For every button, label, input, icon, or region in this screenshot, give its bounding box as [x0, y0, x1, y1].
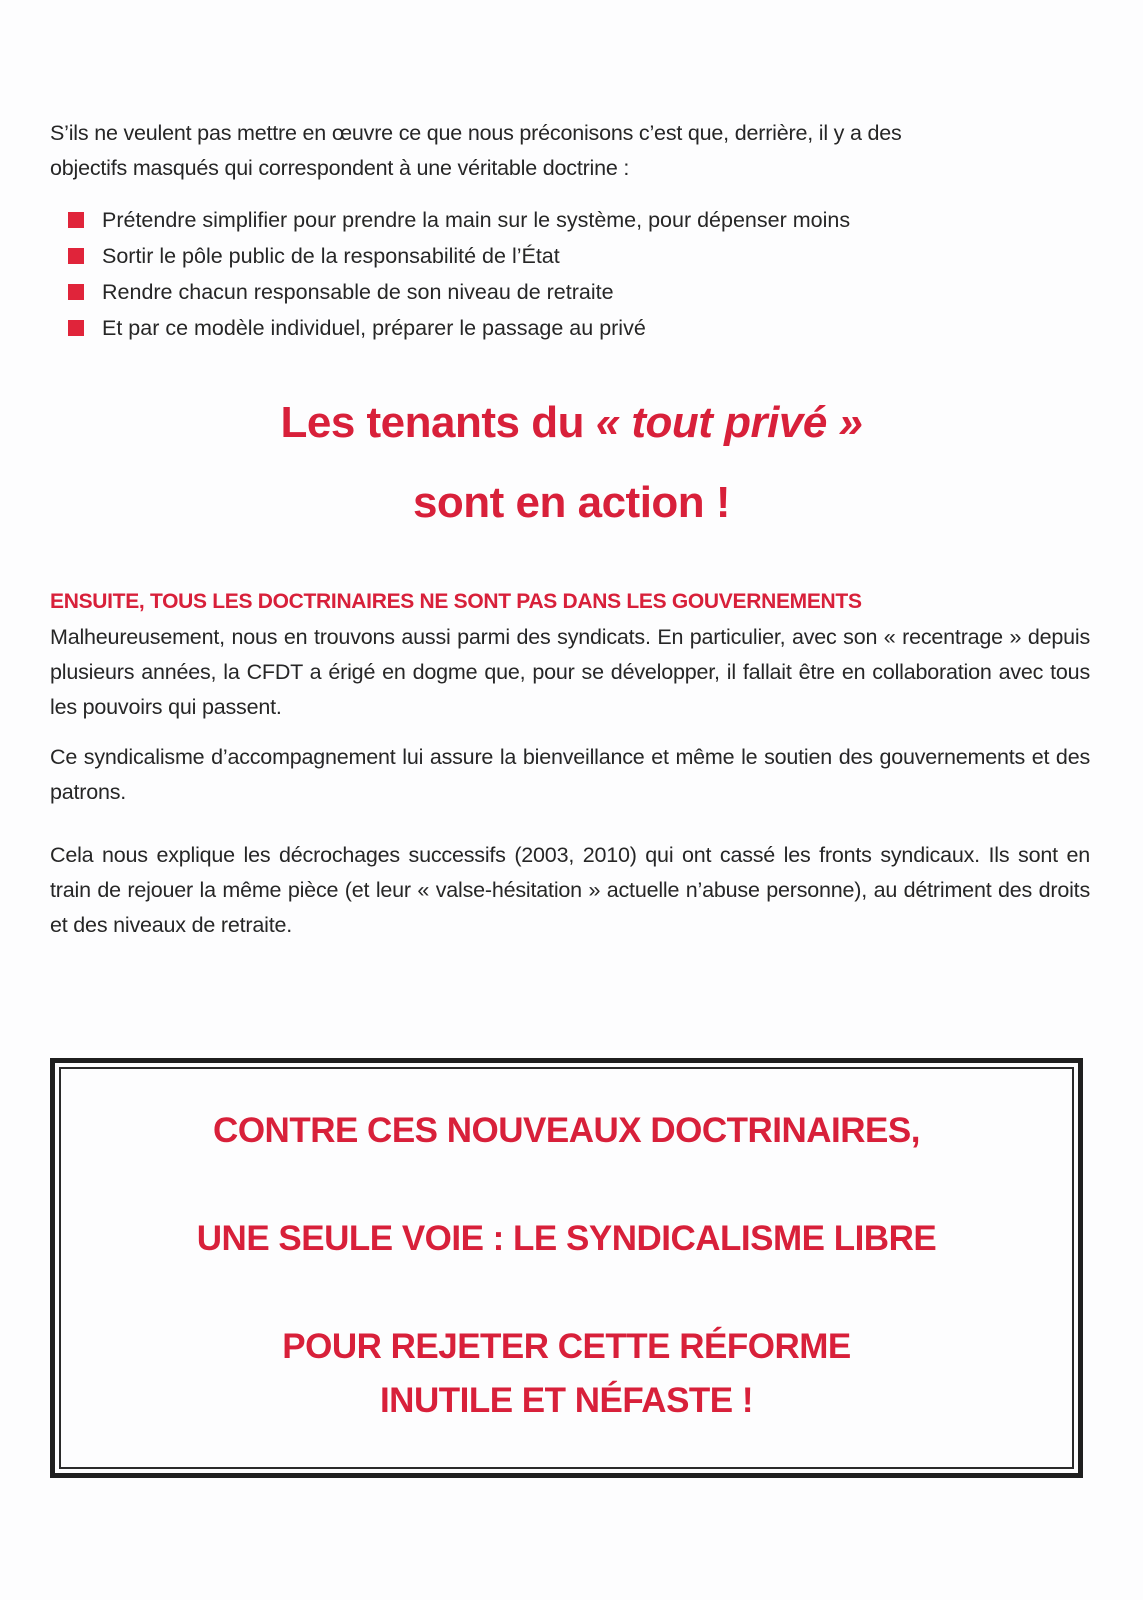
headline-emphasis: « tout privé » [595, 398, 863, 447]
list-item [68, 310, 850, 346]
list-item-text: Et par ce modèle individuel, préparer le passage au privé [102, 316, 646, 340]
callout-line-4: INUTILE ET NÉFASTE ! [379, 1381, 754, 1420]
intro-line-2: objectifs masqués qui correspondent à une véritable doctrine : [50, 156, 630, 180]
callout-line-2: UNE SEULE VOIE : LE SYNDICALISME LIBRE [196, 1219, 937, 1258]
callout-line-3: POUR REJETER CETTE RÉFORME [282, 1327, 851, 1366]
section-title: ENSUITE, TOUS LES DOCTRINAIRES NE SONT PAS DANS LES GOUVERNEMENTS [50, 590, 862, 613]
callout-line-1: CONTRE CES NOUVEAUX DOCTRINAIRES, [213, 1111, 920, 1150]
list-item-text: Rendre chacun responsable de son niveau de retraite [102, 280, 614, 304]
list-item [68, 274, 850, 310]
section-paragraph-1: Malheureusement, nous en trouvons aussi parmi des syndicats. En particulier, avec son « recentrage » depuis plusieurs années, la CFDT a érigé en dogme que, pour se développer, il fallait être en collaboration avec tous les pouvoirs qui passent. [50, 625, 1090, 719]
list-item [68, 238, 850, 274]
list-item-text: Sortir le pôle public de la responsabilité de l’État [102, 244, 560, 268]
headline-line-1 [0, 398, 1143, 448]
red-square-bullet-icon [68, 284, 84, 300]
callout-box [50, 1058, 1083, 1478]
list-item [68, 202, 850, 238]
list-item-text: Prétendre simplifier pour prendre la main sur le système, pour dépenser moins [102, 208, 851, 232]
intro-line-1: S’ils ne veulent pas mettre en œuvre ce que nous préconisons c’est que, derrière, il y a des [50, 121, 902, 145]
headline-text: Les tenants du [280, 398, 596, 447]
red-square-bullet-icon [68, 212, 84, 228]
objectives-list [68, 202, 850, 346]
red-square-bullet-icon [68, 320, 84, 336]
red-square-bullet-icon [68, 248, 84, 264]
section-paragraph-3: Cela nous explique les décrochages successifs (2003, 2010) qui ont cassé les fronts syndicaux. Ils sont en train de rejouer la même pièce (et leur « valse-hésitation » actuelle n’abuse personne), au détriment des droits et des niveaux de retraite. [50, 843, 1090, 937]
headline-line-2: sont en action ! [412, 478, 731, 527]
intro-paragraph [50, 116, 1090, 186]
section-paragraph-2: Ce syndicalisme d’accompagnement lui assure la bienveillance et même le soutien des gouvernements et des patrons. [50, 745, 1090, 804]
callout-inner-border [59, 1067, 1074, 1469]
